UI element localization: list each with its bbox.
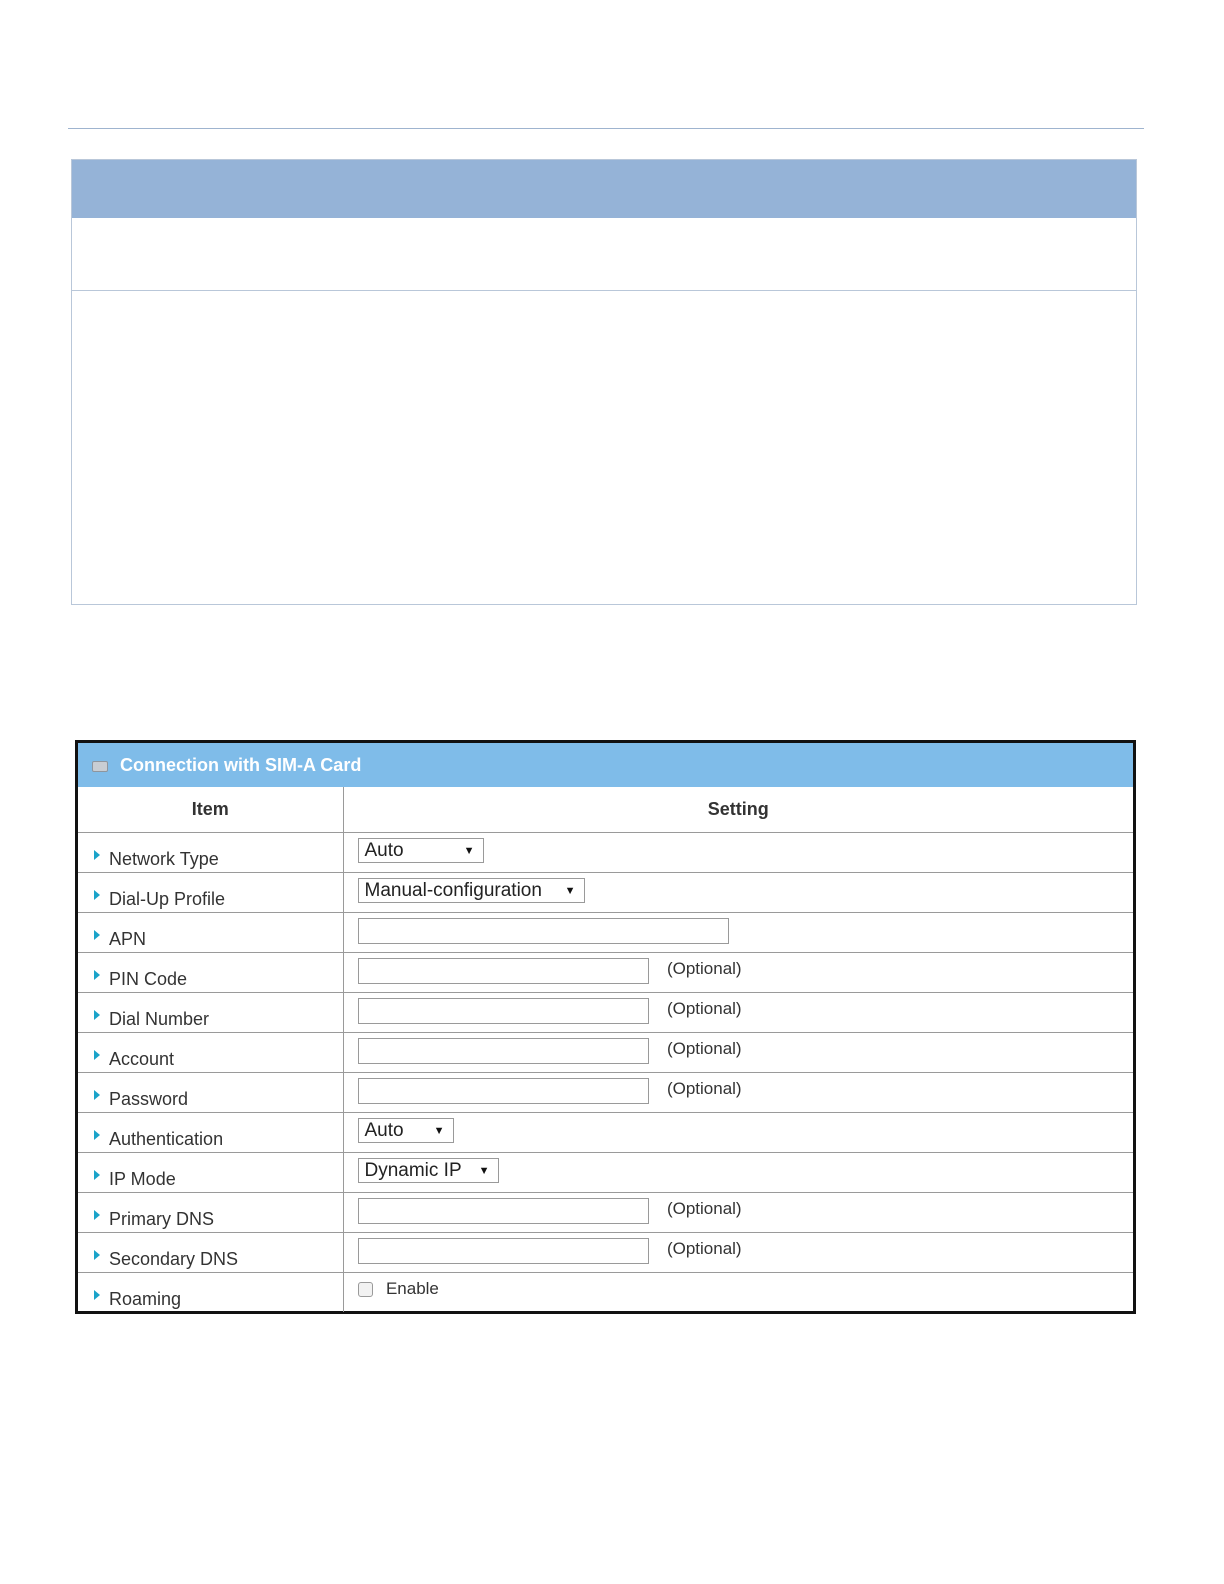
row-setting-cell [343, 1153, 1133, 1193]
account-input[interactable] [358, 1038, 649, 1064]
column-header-setting: Setting [343, 787, 1133, 833]
apn-input[interactable] [358, 918, 729, 944]
dial-number-input[interactable] [358, 998, 649, 1024]
column-header-item: Item [78, 787, 343, 833]
secondary-dns-input[interactable] [358, 1238, 649, 1264]
note-table [71, 159, 1137, 605]
optional-hint: (Optional) [666, 958, 742, 978]
dropdown-arrow-icon: ▼ [564, 884, 576, 897]
ip-mode-label: IP Mode [109, 1169, 176, 1189]
account-label: Account [109, 1049, 175, 1069]
panel-title: Connection with SIM-A Card [120, 754, 362, 775]
settings-table [78, 787, 1133, 1312]
row-setting-cell [343, 1193, 1133, 1233]
table-row [78, 1193, 1133, 1233]
dial-up-profile-select[interactable] [358, 878, 585, 903]
dropdown-arrow-icon: ▼ [463, 844, 475, 857]
ip-mode-select[interactable] [358, 1158, 499, 1183]
optional-hint: (Optional) [666, 998, 742, 1018]
dial-number-label: Dial Number [109, 1009, 210, 1029]
row-setting-cell [343, 1273, 1133, 1313]
network-type-select[interactable] [358, 838, 484, 863]
roaming-label: Roaming [109, 1289, 182, 1309]
table-row [78, 1113, 1133, 1153]
password-label: Password [109, 1089, 189, 1109]
row-setting-cell [343, 993, 1133, 1033]
authentication-value: Auto [364, 1119, 404, 1141]
row-setting-cell [343, 1113, 1133, 1153]
card-icon [92, 759, 108, 771]
bullet-arrow-icon [94, 1210, 100, 1220]
optional-hint: (Optional) [666, 1198, 742, 1218]
authentication-label: Authentication [109, 1129, 224, 1149]
row-setting-cell [343, 873, 1133, 913]
panel-title-bar [78, 743, 1133, 787]
table-row [78, 913, 1133, 953]
row-label-cell [78, 833, 343, 873]
top-divider [68, 128, 1144, 129]
apn-label: APN [109, 929, 147, 949]
bullet-arrow-icon [94, 1290, 100, 1300]
row-label-cell [78, 873, 343, 913]
bullet-arrow-icon [94, 1170, 100, 1180]
table-row [78, 1233, 1133, 1273]
row-label-cell [78, 1193, 343, 1233]
dropdown-arrow-icon: ▼ [433, 1124, 445, 1137]
row-label-cell [78, 1033, 343, 1073]
row-label-cell [78, 1233, 343, 1273]
row-label-cell [78, 1073, 343, 1113]
table-row [78, 833, 1133, 873]
dial-up-profile-label: Dial-Up Profile [109, 889, 226, 909]
optional-hint: (Optional) [666, 1238, 742, 1258]
table-row [78, 1073, 1133, 1113]
row-label-cell [78, 953, 343, 993]
bullet-arrow-icon [94, 890, 100, 900]
row-label-cell [78, 1113, 343, 1153]
table-row [78, 953, 1133, 993]
pin-code-input[interactable] [358, 958, 649, 984]
bullet-arrow-icon [94, 850, 100, 860]
row-setting-cell [343, 953, 1133, 993]
row-setting-cell [343, 913, 1133, 953]
table-row [78, 873, 1133, 913]
bullet-arrow-icon [94, 1050, 100, 1060]
bullet-arrow-icon [94, 1130, 100, 1140]
table-header-row [78, 787, 1133, 833]
table-row [78, 1273, 1133, 1313]
row-setting-cell [343, 1033, 1133, 1073]
network-type-label: Network Type [109, 849, 219, 869]
sim-a-connection-panel [75, 740, 1136, 1314]
note-table-header [72, 160, 1136, 218]
primary-dns-input[interactable] [358, 1198, 649, 1224]
bullet-arrow-icon [94, 1250, 100, 1260]
authentication-select[interactable] [358, 1118, 454, 1143]
row-label-cell [78, 1153, 343, 1193]
row-setting-cell [343, 1233, 1133, 1273]
password-input[interactable] [358, 1078, 649, 1104]
bullet-arrow-icon [94, 930, 100, 940]
note-table-row [72, 218, 1136, 291]
pin-code-label: PIN Code [109, 969, 188, 989]
row-label-cell [78, 1273, 343, 1313]
row-label-cell [78, 913, 343, 953]
row-label-cell [78, 993, 343, 1033]
optional-hint: (Optional) [666, 1078, 742, 1098]
table-row [78, 1153, 1133, 1193]
optional-hint: (Optional) [666, 1038, 742, 1058]
table-row [78, 993, 1133, 1033]
primary-dns-label: Primary DNS [109, 1209, 215, 1229]
note-table-row [72, 291, 1136, 604]
ip-mode-value: Dynamic IP [364, 1159, 462, 1181]
dial-up-profile-value: Manual-configuration [364, 879, 542, 901]
table-row [78, 1033, 1133, 1073]
roaming-enable-checkbox[interactable] [358, 1282, 373, 1297]
row-setting-cell [343, 1073, 1133, 1113]
bullet-arrow-icon [94, 1010, 100, 1020]
dropdown-arrow-icon: ▼ [478, 1164, 490, 1177]
roaming-enable-label[interactable]: Enable [385, 1278, 439, 1298]
network-type-value: Auto [364, 839, 404, 861]
row-setting-cell [343, 833, 1133, 873]
bullet-arrow-icon [94, 970, 100, 980]
secondary-dns-label: Secondary DNS [109, 1249, 239, 1269]
bullet-arrow-icon [94, 1090, 100, 1100]
